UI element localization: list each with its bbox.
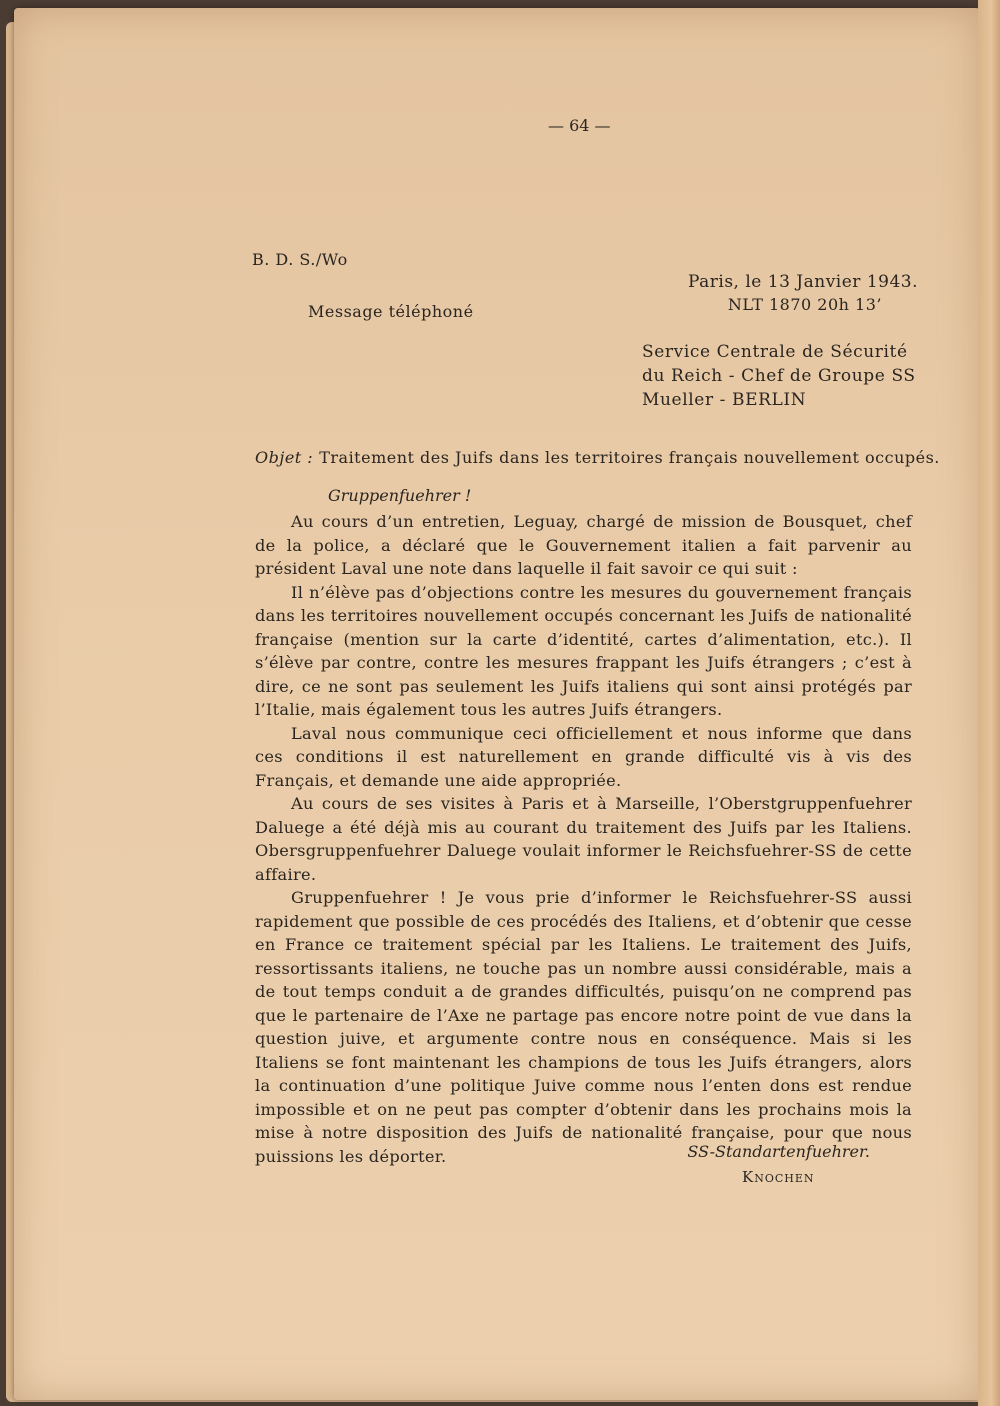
paragraph: Laval nous communique ceci officiellement et nous informe que dans ces conditions il est naturellement en grande difficulté vis à vis des Français, et demande une aide appropriée. bbox=[255, 723, 912, 790]
signature-name: Knochen bbox=[742, 1168, 815, 1186]
recipient-line-2: du Reich - Chef de Groupe SS bbox=[642, 366, 916, 386]
salutation: Gruppenfuehrer ! bbox=[328, 486, 472, 505]
page-number: — 64 — bbox=[548, 116, 611, 135]
message-type: Message téléphoné bbox=[308, 302, 474, 321]
paragraph: Il n’élève pas d’objections contre les mesures du gouvernement français dans les territoires nouvellement occupés concernant les Juifs de nationalité française (mention sur la carte d’identité, cartes d’alimentation, etc.). Il s’élève par contre, contre les mesures frappant les Juifs étrangers ; c’est à dire, ce ne sont pas seulement les Juifs italiens qui sont ainsi protégés par l’Italie, mais également tous les autres Juifs étrangers. bbox=[255, 582, 912, 719]
subject-text: Traitement des Juifs dans les territoires français nouvellement occupés. bbox=[319, 448, 940, 467]
subject-line bbox=[255, 448, 940, 467]
paragraph: Au cours de ses visites à Paris et à Marseille, l’Oberstgruppenfuehrer Daluege a été déjà mis au courant du traitement des Juifs par les Italiens. Obersgruppenfuehrer Daluege voulait informer le Reichsfuehrer-SS de cette affaire. bbox=[255, 794, 912, 884]
reference-line: B. D. S./Wo bbox=[252, 250, 348, 269]
paragraph: Gruppenfuehrer ! Je vous prie d’informer le Reichsfuehrer-SS aussi rapidement que possible de ces procédés des Italiens, et d’obtenir que cesse en France ce traitement spécial par les Italiens. Le traitement des Juifs, ressortissants italiens, ne touche pas un nombre aussi considérable, mais a de tout temps conduit a de grandes difficultés, puisqu’on ne comprend pas que le partenaire de l’Axe ne partage pas encore notre point de vue dans la question juive, et argumente contre nous en conséquence. Mais si les Italiens se font maintenant les champions de tous les Juifs étrangers, alors la continuation d’une politique Juive comme nous l’enten dons est rendue impossible et on ne peut pas compter d’obtenir dans les prochains mois la mise à notre disposition des Juifs de nationalité française, pour que nous puissions les déporter. bbox=[255, 888, 912, 1166]
recipient-line-1: Service Centrale de Sécurité bbox=[642, 342, 908, 362]
signature-rank: SS-Standartenfuehrer. bbox=[687, 1142, 870, 1161]
date-line: Paris, le 13 Janvier 1943. bbox=[687, 272, 918, 292]
recipient-address bbox=[642, 340, 916, 412]
message-code: NLT 1870 20h 13’ bbox=[727, 295, 882, 314]
subject-label: Objet : bbox=[255, 448, 314, 467]
letter-body bbox=[255, 486, 912, 1168]
paragraph: Au cours d’un entretien, Leguay, chargé de mission de Bousquet, chef de la police, a déclaré que le Gouvernement italien a fait parvenir au président Laval une note dans laquelle il fait savoir ce qui suit : bbox=[255, 512, 912, 578]
recipient-line-3: Mueller - BERLIN bbox=[642, 390, 807, 410]
